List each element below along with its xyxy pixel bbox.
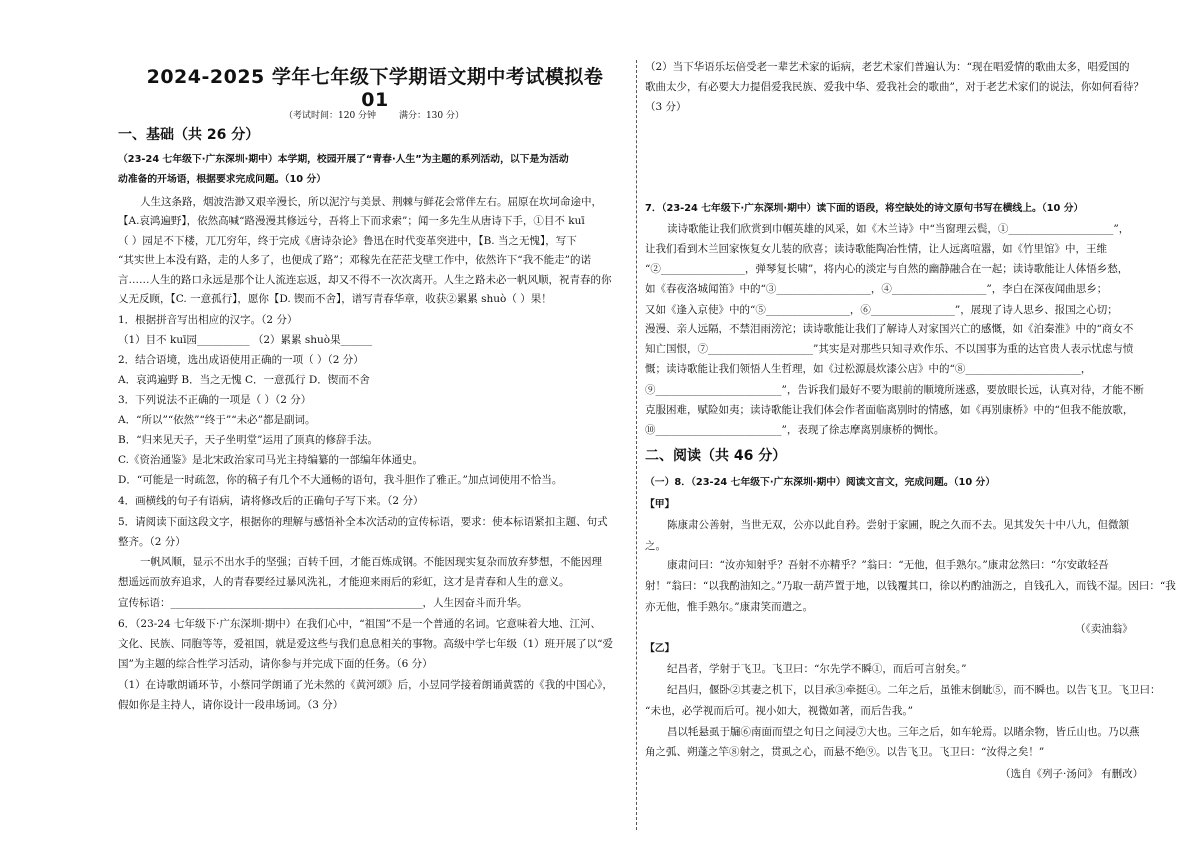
left-text-line: 4．画横线的句子有语病，请将修改后的正确句子写下来。（2 分） bbox=[118, 495, 424, 507]
right-text-line: ⑩________________________”，表现了徐志摩离别康桥的惆怅。 bbox=[645, 424, 945, 436]
left-text-line: 人生这条路，烟波浩渺又艰辛漫长，所以泥泞与美景、荆棘与鲜花会常伴左右。屈原在坎坷命途中， bbox=[140, 196, 602, 208]
right-column bbox=[645, 0, 1176, 849]
right-text-line: “未也，必学视而后可。视小如大，视微如著，而后告我。” bbox=[645, 705, 913, 717]
left-text-line: （1）在诗歌朗诵环节，小蔡同学朗诵了光未然的《黄河颂》后，小昱同学接着朗诵黄霑的《我的中国心》， bbox=[118, 679, 613, 691]
left-text-line: 【A.哀鸿遍野】，依然高喊“路漫漫其修远兮，吾将上下而求索”；闻一多先生从唐诗下手，①目不 kuī bbox=[118, 215, 585, 227]
left-text-line: D．“可能是一时疏忽，你的稿子有几个不大通畅的语句，我斗胆作了雅正。”加点词使用不恰当。 bbox=[118, 474, 563, 486]
right-text-line: 7．（23-24 七年级下·广东深圳·期中）读下面的语段，将空缺处的诗文原句书写在横线上。（10 分） bbox=[645, 203, 1084, 214]
right-text-line: 昌以牦悬虱于牖⑥南面而望之旬日之间浸⑦大也。三年之后，如车轮焉。以睹余物，皆丘山也。乃以燕 bbox=[667, 726, 1140, 738]
right-text-line: 之。 bbox=[645, 540, 666, 552]
right-text-line: 知亡国恨，⑦____________________”其实是对那些只知寻欢作乐、不以国事为重的达官贵人表示忧虑与愤 bbox=[645, 343, 1134, 355]
left-text-line: 一、基础（共 26 分） bbox=[118, 127, 260, 143]
left-text-line: 国”为主题的综合性学习活动，请你参与并完成下面的任务。（6 分） bbox=[118, 658, 433, 670]
right-text-line: 纪昌者，学射于飞卫。飞卫曰：“尔先学不瞬①，而后可言射矣。” bbox=[667, 663, 967, 675]
right-text-line: 又如《逢入京使》中的“⑤________________，⑥________________”，展现了诗人思乡、报国之心切； bbox=[645, 304, 1118, 316]
left-text-line: C.《资治通鉴》是北宋政治家司马光主持编纂的一部编年体通史。 bbox=[118, 454, 423, 466]
right-text-line: 【甲】 bbox=[645, 499, 675, 510]
right-text-line: 陈康肃公善射，当世无双，公亦以此自矜。尝射于家圃，睨之久而不去。见其发矢十中八九，但微颔 bbox=[667, 519, 1129, 531]
left-text-line: 5．请阅读下面这段文字，根据你的理解与感悟补全本次活动的宣传标语，要求：使本标语紧扣主题、句式 bbox=[118, 516, 608, 528]
left-text-line: 整齐。（2 分） bbox=[118, 536, 186, 548]
right-text-line: 亦无他，惟手熟尔。”康肃笑而遣之。 bbox=[645, 601, 814, 613]
left-text-line: 文化、民族、同胞等等，爱祖国，就是爱这些与我们息息相关的事物。高级中学七年级（1）班开展了以“爱 bbox=[118, 638, 614, 650]
right-text-line: 漫漫、亲人远隔，不禁泪雨滂沱；读诗歌能让我们了解诗人对家国兴亡的感慨，如《泊秦淮》中的“商女不 bbox=[645, 323, 1134, 335]
column-divider bbox=[636, 60, 637, 830]
left-text-line: 6．（23-24 七年级下·广东深圳·期中）在我们心中，“祖国”不是一个普通的名词。它意味着大地、江河、 bbox=[118, 618, 601, 630]
right-text-line: 让我们看到木兰回家恢复女儿装的欣喜；读诗歌能陶冶性情，让人远离喧嚣，如《竹里馆》中，王维 bbox=[645, 243, 1107, 255]
left-text-line: B．“归来见天子，天子坐明堂”运用了顶真的修辞手法。 bbox=[118, 434, 378, 446]
right-text-line: 克服困难，赋险如夷；读诗歌能让我们体会作者面临离别时的情感，如《再别康桥》中的“但我不能放歌， bbox=[645, 404, 1134, 416]
right-text-line: 康肃问曰：“汝亦知射乎？吾射不亦精乎？”翁曰：“无他，但手熟尔。”康肃忿然曰：“尔安敢轻吾 bbox=[667, 559, 1109, 571]
left-text-line: 1．根据拼音写出相应的汉字。（2 分） bbox=[118, 314, 298, 326]
right-text-line: 【乙】 bbox=[645, 643, 675, 654]
exam-time: （考试时间：120 分钟 bbox=[284, 111, 377, 121]
left-text-line: 动准备的开场语，根据要求完成问题。（10 分） bbox=[118, 174, 327, 185]
exam-score: 满分：130 分） bbox=[398, 111, 464, 121]
left-text-line: 乂无反顾，【C. 一意孤行】，愿你【D. 锲而不舍】，谱写青春华章，收获②累累 shuò（ ）果！ bbox=[118, 293, 552, 305]
left-text-line: 3．下列说法不正确的一项是（ ）（2 分） bbox=[118, 394, 312, 406]
left-text-line: 一帆风顺，显示不出水手的坚强；百转千回，才能百炼成钢。不能因现实复杂而放弃梦想，不能因理 bbox=[140, 556, 602, 568]
right-text-line: 角之弧、朔蓬之竿⑧射之，贯虱之心，而悬不绝⑨。以告飞卫。飞卫曰：“汝得之矣！” bbox=[645, 746, 1045, 758]
right-text-line: （《卖油翁》 bbox=[1075, 623, 1133, 635]
left-text-line: 言……人生的路口永远是那个让人流连忘返，却又不得不一次次离开。人生之路未必一帆风顺，祝青春的你 bbox=[118, 274, 612, 286]
left-text-line: “其实世上本没有路，走的人多了，也便成了路”；邓稼先在茫茫戈壁工作中，依然许下“我不能走”的诺 bbox=[118, 254, 591, 266]
right-text-line: 二、阅读（共 46 分） bbox=[645, 448, 787, 464]
left-text-line: 2．结合语境，选出成语使用正确的一项（ ）（2 分） bbox=[118, 354, 364, 366]
right-text-line: 读诗歌能让我们欣赏到巾帼英雄的风采，如《木兰诗》中“当窗理云鬓，①____________________”， bbox=[667, 223, 1130, 235]
right-text-line: （一）8．（23-24 七年级下·广东深圳·期中）阅读文言文，完成问题。（10 分） bbox=[645, 477, 996, 488]
right-text-line: 慨；读诗歌能让我们领悟人生哲理，如《过松源晨炊漆公店》中的“⑧______________________， bbox=[645, 363, 1092, 375]
left-text-line: （ ）园足不下楼，兀兀穷年，终于完成《唐诗杂论》鲁迅在时代变革突进中，【B. 当之无愧】，写下 bbox=[118, 235, 577, 247]
right-text-line: “②________________，弹琴复长啸”，将内心的淡定与自然的幽静融合在一起；读诗歌能让人体悟乡愁， bbox=[645, 263, 1129, 275]
left-text-line: 想遥远而放弃追求，人的青春要经过暴风洗礼，才能迎来雨后的彩虹，这才是青春和人生的意义。 bbox=[118, 576, 570, 588]
right-text-line: （3 分） bbox=[645, 101, 687, 113]
right-text-line: 射！”翁曰：“以我酌油知之。”乃取一葫芦置于地，以钱覆其口，徐以杓酌油沥之，自钱孔入，而钱不湿。因曰：“我 bbox=[645, 580, 1176, 592]
left-text-line: 宣传标语：________________________________________________，人生因奋斗而升华。 bbox=[118, 597, 528, 609]
page-title: 2024-2025 学年七年级下学期语文期中考试模拟卷 01 bbox=[146, 66, 604, 111]
left-column bbox=[118, 0, 630, 849]
right-text-line: 纪昌归，偃卧②其妻之机下，以目承③牵挺④。二年之后，虽锥末倒眦⑤，而不瞬也。以告飞卫。飞卫曰： bbox=[667, 684, 1161, 696]
left-text-line: 假如你是主持人，请你设计一段串场词。（3 分） bbox=[118, 699, 344, 711]
right-text-line: （选自《列子·汤问》 有删改） bbox=[1000, 768, 1144, 780]
left-text-line: A．哀鸿遍野 B．当之无愧 C．一意孤行 D．锲而不舍 bbox=[118, 374, 370, 386]
right-text-line: 如《春夜洛城闻笛》中的“③__________________，④__________________”，李白在深夜闻曲思乡； bbox=[645, 283, 1108, 295]
right-text-line: ⑨________________________”，告诉我们最好不要为眼前的顺境所迷惑，要放眼长远，认真对待，才能不断 bbox=[645, 384, 1144, 396]
left-text-line: A．“所以”“依然”“终于”“未必”都是副词。 bbox=[118, 414, 316, 426]
right-text-line: （2）当下华语乐坛倍受老一辈艺术家的诟病，老艺术家们普遍认为：“现在唱爱情的歌曲太多，唱爱国的 bbox=[645, 61, 1130, 73]
left-text-line: （23-24 七年级下·广东深圳·期中）本学期，校园开展了“青春·人生”为主题的系列活动，以下是为活动 bbox=[118, 154, 569, 165]
right-text-line: 歌曲太少，有必要大力提倡爱我民族、爱我中华、爱我社会的歌曲”，对于老艺术家们的说法，你如何看待？ bbox=[645, 81, 1144, 93]
left-text-line: （1）目不 kuī园__________ （2）累累 shuò果______ bbox=[118, 334, 373, 346]
